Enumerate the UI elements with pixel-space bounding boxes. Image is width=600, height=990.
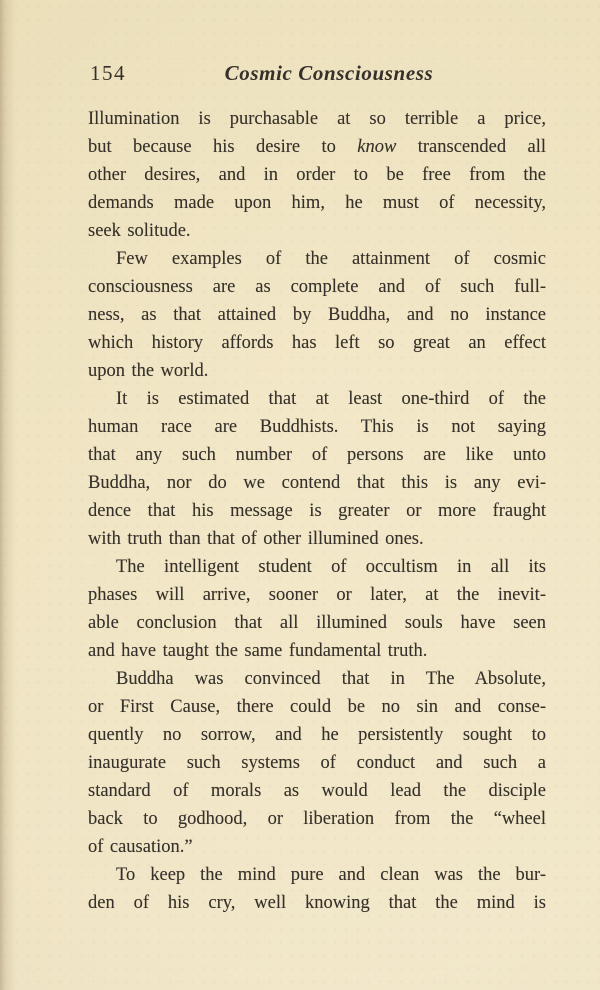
text-line: seek solitude.	[88, 221, 191, 241]
page-number: 154	[90, 61, 126, 85]
text-line: Buddha was convinced that in The Absolute,	[116, 669, 546, 689]
emphasized-word: know	[357, 137, 397, 157]
text-line: human race are Buddhists. This is not saying	[88, 417, 546, 437]
text-line: Illumination is purchasable at so terrible a price,	[88, 109, 546, 129]
text-line: ness, as that attained by Buddha, and no instance	[88, 305, 546, 325]
text-line: upon the world.	[88, 361, 209, 381]
paragraph	[88, 553, 546, 665]
text-line: inaugurate such systems of conduct and such a	[88, 753, 546, 773]
text-line: standard of morals as would lead the disciple	[88, 781, 546, 801]
text-line	[88, 133, 546, 161]
paragraph	[88, 665, 546, 861]
text-line: that any such number of persons are like unto	[88, 445, 546, 465]
text-line: quently no sorrow, and he persistently sought to	[88, 725, 546, 745]
text-line: which history affords has left so great an effect	[88, 333, 546, 353]
text-line: with truth than that of other illumined ones.	[88, 529, 424, 549]
text-line: or First Cause, there could be no sin and conse-	[88, 697, 546, 717]
text-segment: but because his desire to	[88, 137, 358, 157]
text-line: Few examples of the attainment of cosmic	[116, 249, 546, 269]
paragraph	[88, 385, 546, 553]
text-line: of causation.”	[88, 837, 193, 857]
text-segment: transcended all	[396, 137, 546, 157]
page-body	[88, 105, 546, 917]
text-line: The intelligent student of occultism in all its	[116, 557, 546, 577]
text-line: Buddha, nor do we contend that this is any evi-	[88, 473, 546, 493]
text-line: den of his cry, well knowing that the mind is	[88, 893, 546, 913]
text-line: consciousness are as complete and of such full-	[88, 277, 546, 297]
text-line: To keep the mind pure and clean was the bur-	[116, 865, 546, 885]
paragraph	[88, 861, 546, 917]
text-line: phases will arrive, sooner or later, at the inevit-	[88, 585, 546, 605]
running-head-title: Cosmic Consciousness	[224, 61, 434, 85]
text-line: It is estimated that at least one-third of the	[116, 389, 546, 409]
text-line: able conclusion that all illumined souls have seen	[88, 613, 546, 633]
paragraph	[88, 105, 546, 245]
text-line: back to godhood, or liberation from the “wheel	[88, 809, 546, 829]
paragraph	[88, 245, 546, 385]
text-line: and have taught the same fundamental truth.	[88, 641, 428, 661]
text-line: demands made upon him, he must of necessity,	[88, 193, 546, 213]
text-line: dence that his message is greater or more fraught	[88, 501, 546, 521]
running-header	[88, 59, 546, 87]
text-line: other desires, and in order to be free from the	[88, 165, 546, 185]
